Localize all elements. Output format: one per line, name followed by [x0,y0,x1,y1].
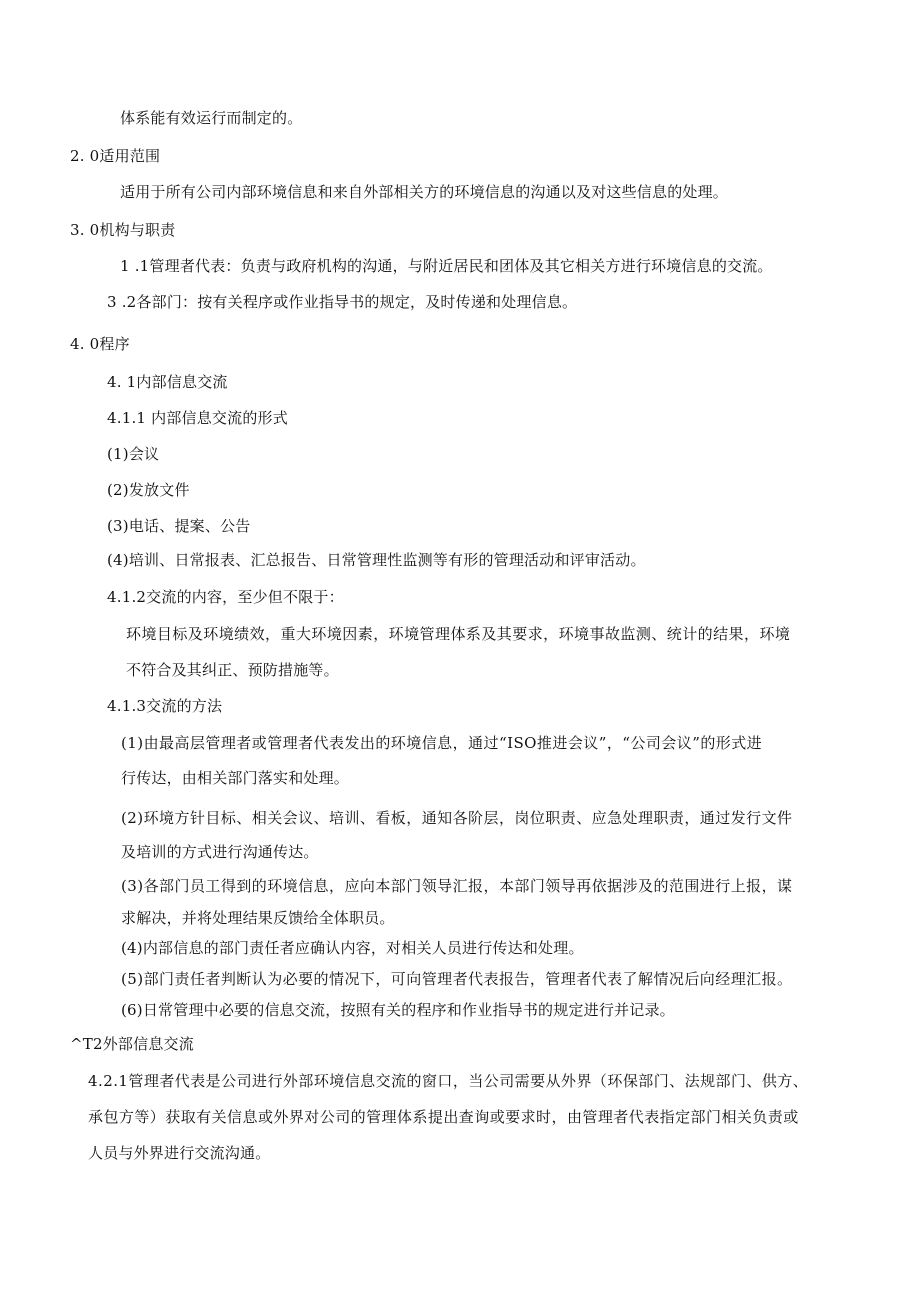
form-item: (1)会议 [107,445,160,463]
method-2-line-1: (2)环境方针目标、相关会议、培训、看板，通知各阶层，岗位职责、应急处理职责，通过发行文件 [121,809,793,827]
section-3-item-1: 1 .1管理者代表：负责与政府机构的沟通，与附近居民和团体及其它相关方进行环境信息的交流。 [120,257,773,275]
method-5: (5)部门责任者判断认为必要的情况下，可向管理者代表报告，管理者代表了解情况后向经理汇报。 [121,970,793,988]
subsection-4-1-1-heading: 4.1.1 内部信息交流的形式 [107,409,288,427]
subsection-4-1-heading: 4. 1内部信息交流 [107,373,228,391]
external-paragraph-line-1: 4.2.1管理者代表是公司进行外部环境信息交流的窗口，当公司需要从外界（环保部门、法规部门、供方、 [88,1072,809,1090]
form-item: (2)发放文件 [107,481,190,499]
section-4-heading: 4. 0程序 [70,335,130,353]
method-3-line-1: (3)各部门员工得到的环境信息，应向本部门领导汇报，本部门领导再依据涉及的范围进行上报，谋 [121,877,793,895]
external-paragraph-line-2: 承包方等）获取有关信息或外界对公司的管理体系提出查询或要求时，由管理者代表指定部门相关负责或 [88,1108,799,1126]
section-3-heading: 3. 0机构与职责 [70,221,176,239]
method-1-line-2: 行传达，由相关部门落实和处理。 [121,769,350,787]
method-3-line-2: 求解决，并将处理结果反馈给全体职员。 [121,909,395,927]
subsection-4-1-3-heading: 4.1.3交流的方法 [107,697,223,715]
section-2-heading: 2. 0适用范围 [70,147,161,165]
intro-tail-text: 体系能有效运行而制定的。 [120,109,303,127]
external-paragraph-line-3: 人员与外界进行交流沟通。 [88,1144,271,1162]
method-2-line-2: 及培训的方式进行沟通传达。 [121,843,319,861]
section-3-item-2: 3 .2各部门：按有关程序或作业指导书的规定，及时传递和处理信息。 [107,293,578,311]
subsection-4-2-heading: ^T2外部信息交流 [70,1035,194,1053]
content-paragraph-line-1: 环境目标及环境绩效，重大环境因素，环境管理体系及其要求，环境事故监测、统计的结果，环境 [126,625,791,643]
form-item: (3)电话、提案、公告 [107,517,251,535]
subsection-4-1-2-heading: 4.1.2交流的内容，至少但不限于： [107,588,344,606]
content-paragraph-line-2: 不符合及其纠正、预防措施等。 [126,661,339,679]
method-4: (4)内部信息的部门责任者应确认内容，对相关人员进行传达和处理。 [121,939,584,957]
method-1-line-1: (1)由最高层管理者或管理者代表发出的环境信息，通过“ISO推进会议”，“公司会议”的形式进 [121,734,763,752]
method-6: (6)日常管理中必要的信息交流，按照有关的程序和作业指导书的规定进行并记录。 [121,1001,675,1019]
section-2-body: 适用于所有公司内部环境信息和来自外部相关方的环境信息的沟通以及对这些信息的处理。 [120,183,729,201]
form-item: (4)培训、日常报表、汇总报告、日常管理性监测等有形的管理活动和评审活动。 [107,551,646,569]
